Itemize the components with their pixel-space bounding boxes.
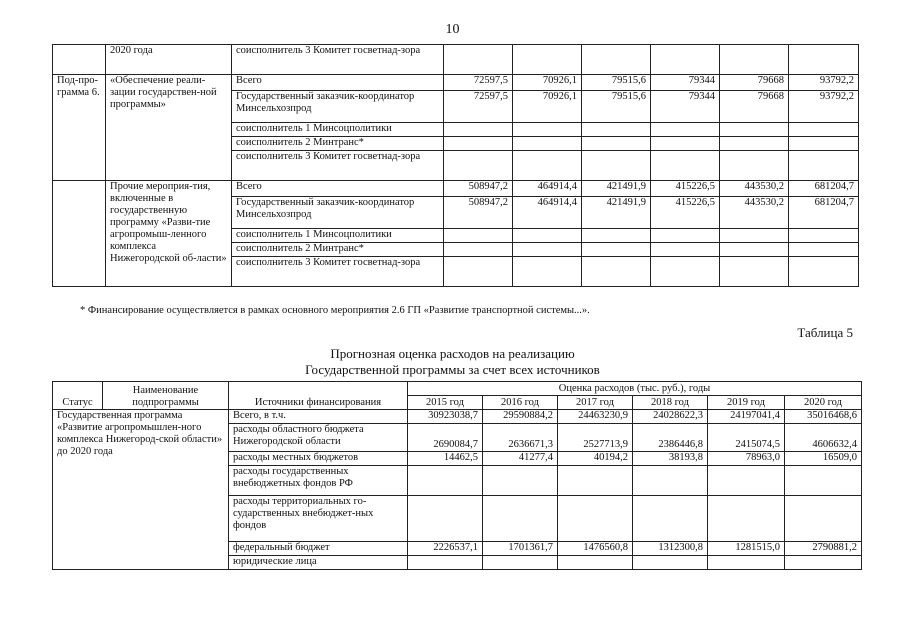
header-expense-estimate: Оценка расходов (тыс. руб.), годы (408, 382, 862, 396)
value-cell (558, 556, 633, 570)
value-cell (789, 257, 859, 287)
value-cell: 79668 (720, 75, 789, 91)
value-cell (444, 243, 513, 257)
value-cell (789, 137, 859, 151)
value-cell: 2415074,5 (708, 424, 785, 452)
value-cell: 14462,5 (408, 452, 483, 466)
value-cell (651, 151, 720, 181)
page-number: 10 (445, 22, 460, 37)
subprogram-name-cell: 2020 года (106, 45, 232, 75)
funding-source-cell: соисполнитель 2 Минтранс* (232, 137, 444, 151)
value-cell: 415226,5 (651, 197, 720, 229)
header-year: 2017 год (558, 396, 633, 410)
value-cell: 70926,1 (513, 75, 582, 91)
value-cell: 93792,2 (789, 75, 859, 91)
value-cell (789, 243, 859, 257)
header-funding-source: Источники финансирования (229, 382, 408, 410)
funding-source-cell: соисполнитель 1 Минсоцполитики (232, 123, 444, 137)
value-cell (444, 45, 513, 75)
funding-source-cell: юридические лица (229, 556, 408, 570)
status-cell (53, 181, 106, 287)
value-cell: 681204,7 (789, 197, 859, 229)
funding-source-cell: соисполнитель 1 Минсоцполитики (232, 229, 444, 243)
value-cell (789, 229, 859, 243)
header-row (53, 382, 862, 396)
value-cell: 79515,6 (582, 91, 651, 123)
value-cell (483, 556, 558, 570)
funding-source-cell: Всего (232, 75, 444, 91)
value-cell: 1312300,8 (633, 542, 708, 556)
value-cell (582, 151, 651, 181)
table-row (53, 45, 859, 75)
header-year: 2015 год (408, 396, 483, 410)
value-cell (651, 137, 720, 151)
value-cell (483, 466, 558, 496)
value-cell: 508947,2 (444, 181, 513, 197)
value-cell (708, 556, 785, 570)
funding-source-cell: соисполнитель 3 Комитет госветнад-зора (232, 45, 444, 75)
header-year: 2016 год (483, 396, 558, 410)
value-cell: 1476560,8 (558, 542, 633, 556)
header-subprogram-name: Наименование подпрограммы (103, 382, 229, 410)
subprogram-name-cell: «Обеспечение реали-зации государствен-ной программы» (106, 75, 232, 181)
value-cell: 1701361,7 (483, 542, 558, 556)
value-cell: 72597,5 (444, 91, 513, 123)
value-cell: 78963,0 (708, 452, 785, 466)
value-cell (444, 229, 513, 243)
value-cell: 443530,2 (720, 197, 789, 229)
value-cell (651, 243, 720, 257)
value-cell: 24197041,4 (708, 410, 785, 424)
value-cell (582, 45, 651, 75)
status-cell (53, 45, 106, 75)
value-cell (558, 466, 633, 496)
value-cell: 41277,4 (483, 452, 558, 466)
funding-source-cell: Государственный заказчик-координатор Минсельхозпрод (232, 197, 444, 229)
funding-source-cell: соисполнитель 2 Минтранс* (232, 243, 444, 257)
funding-source-cell: расходы территориальных го-сударственных внебюджет-ных фондов (229, 496, 408, 542)
forecast-table (52, 381, 862, 570)
value-cell: 24463230,9 (558, 410, 633, 424)
value-cell (789, 151, 859, 181)
value-cell (720, 257, 789, 287)
value-cell: 421491,9 (582, 181, 651, 197)
value-cell: 415226,5 (651, 181, 720, 197)
value-cell (651, 123, 720, 137)
value-cell (720, 243, 789, 257)
funding-source-cell: соисполнитель 3 Комитет госветнад-зора (232, 257, 444, 287)
value-cell (651, 229, 720, 243)
value-cell: 29590884,2 (483, 410, 558, 424)
table-row (53, 181, 859, 197)
value-cell (513, 229, 582, 243)
value-cell: 2386446,8 (633, 424, 708, 452)
value-cell: 79515,6 (582, 75, 651, 91)
table-title-line-1: Прогнозная оценка расходов на реализацию (330, 346, 575, 361)
value-cell (651, 257, 720, 287)
value-cell (785, 496, 862, 542)
value-cell (408, 466, 483, 496)
value-cell (444, 137, 513, 151)
value-cell (708, 496, 785, 542)
funding-source-cell: Всего, в т.ч. (229, 410, 408, 424)
value-cell (720, 123, 789, 137)
funding-source-cell: Государственный заказчик-координатор Минсельхозпрод (232, 91, 444, 123)
value-cell: 79344 (651, 75, 720, 91)
value-cell: 1281515,0 (708, 542, 785, 556)
value-cell: 2636671,3 (483, 424, 558, 452)
value-cell (513, 151, 582, 181)
value-cell (789, 45, 859, 75)
status-cell: Под-про-грамма 6. (53, 75, 106, 181)
funding-source-cell: расходы областного бюджета Нижегородской области (229, 424, 408, 452)
value-cell (582, 123, 651, 137)
value-cell: 2690084,7 (408, 424, 483, 452)
value-cell: 464914,4 (513, 197, 582, 229)
value-cell (720, 151, 789, 181)
value-cell (513, 123, 582, 137)
value-cell (444, 123, 513, 137)
value-cell: 4606632,4 (785, 424, 862, 452)
value-cell (785, 556, 862, 570)
value-cell: 421491,9 (582, 197, 651, 229)
value-cell: 72597,5 (444, 75, 513, 91)
value-cell: 70926,1 (513, 91, 582, 123)
funding-source-cell: федеральный бюджет (229, 542, 408, 556)
footnote: * Финансирование осуществляется в рамках основного мероприятия 2.6 ГП «Развитие транспортной системы...». (80, 305, 590, 316)
value-cell (785, 466, 862, 496)
value-cell: 508947,2 (444, 197, 513, 229)
value-cell (582, 257, 651, 287)
value-cell (582, 243, 651, 257)
value-cell (513, 45, 582, 75)
value-cell: 40194,2 (558, 452, 633, 466)
value-cell (483, 496, 558, 542)
value-cell (444, 151, 513, 181)
value-cell (720, 229, 789, 243)
value-cell (513, 243, 582, 257)
value-cell (444, 257, 513, 287)
value-cell: 24028622,3 (633, 410, 708, 424)
program-status-cell: Государственная программа «Развитие агропромышлен-ного комплекса Нижегород-ской области» до 2020 года (53, 410, 229, 570)
value-cell (582, 137, 651, 151)
value-cell: 93792,2 (789, 91, 859, 123)
value-cell: 681204,7 (789, 181, 859, 197)
value-cell (633, 556, 708, 570)
header-year: 2019 год (708, 396, 785, 410)
value-cell (720, 45, 789, 75)
value-cell: 2226537,1 (408, 542, 483, 556)
value-cell (558, 496, 633, 542)
subprogram-table (52, 44, 859, 287)
value-cell (408, 556, 483, 570)
value-cell: 16509,0 (785, 452, 862, 466)
header-status: Статус (53, 382, 103, 410)
value-cell (408, 496, 483, 542)
value-cell (720, 137, 789, 151)
value-cell (513, 137, 582, 151)
value-cell: 79668 (720, 91, 789, 123)
value-cell: 443530,2 (720, 181, 789, 197)
value-cell: 464914,4 (513, 181, 582, 197)
header-year: 2018 год (633, 396, 708, 410)
value-cell (789, 123, 859, 137)
funding-source-cell: Всего (232, 181, 444, 197)
value-cell (633, 466, 708, 496)
table-row (53, 410, 862, 424)
table-title-line-2: Государственной программы за счет всех источников (305, 362, 600, 377)
table-label: Таблица 5 (797, 325, 853, 340)
value-cell (708, 466, 785, 496)
value-cell: 79344 (651, 91, 720, 123)
value-cell (582, 229, 651, 243)
value-cell (513, 257, 582, 287)
value-cell (633, 496, 708, 542)
value-cell: 30923038,7 (408, 410, 483, 424)
subprogram-name-cell: Прочие мероприя-тия, включенные в государственную программу «Разви-тие агропромыш-ленного комплекса Нижегородской об-ласти» (106, 181, 232, 287)
funding-source-cell: расходы государственных внебюджетных фондов РФ (229, 466, 408, 496)
table-row (53, 75, 859, 91)
value-cell: 35016468,6 (785, 410, 862, 424)
funding-source-cell: расходы местных бюджетов (229, 452, 408, 466)
header-year: 2020 год (785, 396, 862, 410)
value-cell (651, 45, 720, 75)
value-cell: 38193,8 (633, 452, 708, 466)
funding-source-cell: соисполнитель 3 Комитет госветнад-зора (232, 151, 444, 181)
value-cell: 2790881,2 (785, 542, 862, 556)
value-cell: 2527713,9 (558, 424, 633, 452)
